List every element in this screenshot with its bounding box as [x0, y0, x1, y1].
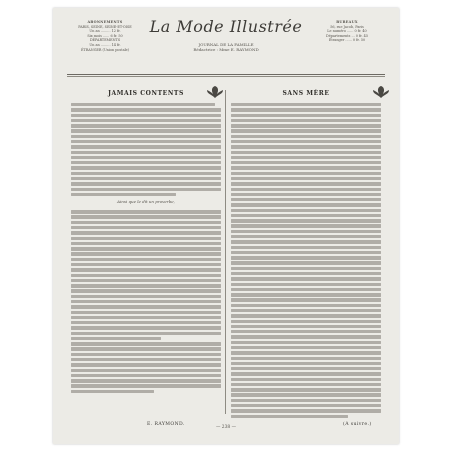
text-line	[231, 209, 381, 212]
text-line	[71, 263, 221, 266]
text-line	[231, 335, 381, 338]
text-line	[71, 337, 161, 340]
text-line	[231, 351, 381, 354]
text-line	[231, 325, 381, 328]
text-line	[231, 140, 381, 143]
text-line	[231, 277, 381, 280]
bureaux-line: Départements ... 0 fr. 45	[325, 33, 368, 38]
text-line	[231, 404, 381, 407]
text-line	[231, 399, 381, 402]
journal-subtitle	[149, 42, 303, 52]
text-line	[231, 156, 381, 159]
text-line	[231, 119, 381, 122]
text-line	[231, 203, 381, 206]
text-line	[71, 151, 221, 154]
text-line	[231, 393, 381, 396]
journal-page	[53, 8, 399, 444]
text-line	[231, 182, 381, 185]
text-line	[71, 268, 221, 271]
article-body	[231, 103, 381, 418]
bureaux-box	[309, 20, 385, 43]
text-line	[231, 409, 381, 412]
text-line	[231, 372, 381, 375]
text-line	[231, 346, 381, 349]
text-line	[231, 388, 381, 391]
text-line	[231, 193, 381, 196]
text-line	[71, 108, 221, 111]
text-line	[231, 357, 381, 360]
text-line	[71, 279, 221, 282]
text-line	[71, 247, 221, 250]
subscription-line: Un an ......... 14 fr.	[89, 42, 121, 47]
signature: E. RAYMOND.	[147, 422, 185, 427]
text-line	[231, 224, 381, 227]
subtitle-line: JOURNAL DE LA FAMILLE	[198, 42, 254, 47]
journal-title: La Mode Illustrée	[149, 17, 303, 36]
text-line	[71, 221, 221, 224]
bureaux-line: Étranger ...... 0 fr. 50	[328, 38, 366, 43]
text-line	[231, 320, 381, 323]
text-line	[71, 226, 221, 229]
text-line	[231, 151, 381, 154]
text-line	[231, 246, 381, 249]
page-number: — 238 —	[216, 425, 236, 430]
text-line	[71, 188, 221, 191]
bureaux-line: Le numéro ...... 0 fr. 40	[327, 29, 367, 34]
to-be-continued: (A suivre.)	[343, 422, 372, 427]
text-line	[231, 172, 381, 175]
text-line	[231, 161, 381, 164]
text-line	[71, 156, 221, 159]
subscription-line: Six mois ...... 6 fr. 50	[87, 33, 123, 38]
text-line	[231, 235, 381, 238]
text-line	[231, 283, 381, 286]
masthead-rule-thin	[67, 76, 385, 77]
text-line	[71, 384, 221, 387]
article-quote: Ainsi que le dit un proverbe,	[117, 199, 175, 205]
text-line	[71, 258, 221, 261]
text-line	[71, 166, 221, 169]
text-line	[71, 252, 221, 255]
text-line	[71, 177, 221, 180]
text-line	[231, 166, 381, 169]
text-line	[71, 321, 221, 324]
text-line	[231, 129, 381, 132]
text-line	[231, 267, 381, 270]
text-line	[71, 363, 221, 366]
masthead	[53, 8, 399, 78]
text-line	[71, 145, 221, 148]
text-line	[71, 369, 221, 372]
text-line	[71, 103, 215, 106]
subscription-line: Un an ......... 12 fr.	[89, 29, 121, 34]
text-line	[71, 231, 221, 234]
text-line	[231, 230, 381, 233]
masthead-rule	[67, 74, 385, 75]
text-line	[71, 374, 221, 377]
text-line	[71, 284, 221, 287]
text-line	[71, 210, 221, 213]
text-line	[231, 272, 381, 275]
text-line	[231, 103, 381, 106]
text-line	[231, 135, 381, 138]
text-line	[71, 353, 221, 356]
text-line	[231, 261, 381, 264]
text-line	[71, 311, 221, 314]
text-line	[231, 415, 348, 418]
article-title: SANS MÈRE	[282, 90, 330, 97]
text-line	[71, 193, 176, 196]
text-line	[71, 114, 221, 117]
text-line	[71, 140, 221, 143]
text-line	[71, 119, 221, 122]
article-title: JAMAIS CONTENTS	[108, 90, 184, 97]
text-line	[231, 114, 381, 117]
column-divider	[225, 90, 226, 414]
text-line	[231, 145, 381, 148]
text-line	[71, 326, 221, 329]
text-line	[71, 390, 154, 393]
text-line	[231, 314, 381, 317]
text-line	[71, 172, 221, 175]
text-line	[231, 288, 381, 291]
text-line	[71, 316, 221, 319]
text-line	[71, 124, 221, 127]
text-line	[231, 188, 381, 191]
text-line	[71, 342, 221, 345]
text-line	[71, 300, 221, 303]
text-line	[231, 214, 381, 217]
text-line	[231, 240, 381, 243]
bureaux-line: 56, rue Jacob, Paris	[330, 24, 364, 29]
subscription-line: DÉPARTEMENTS	[89, 38, 121, 43]
text-line	[231, 383, 381, 386]
text-line	[71, 332, 221, 335]
text-line	[231, 362, 381, 365]
article-sans-mere	[231, 90, 381, 420]
text-line	[231, 219, 381, 222]
text-line	[231, 108, 381, 111]
text-line	[231, 293, 381, 296]
text-line	[71, 358, 221, 361]
text-line	[71, 161, 221, 164]
text-line	[231, 378, 381, 381]
text-line	[231, 251, 381, 254]
text-line	[71, 379, 221, 382]
text-line	[231, 298, 381, 301]
subtitle-line: Rédactrice : Mme E. RAYMOND	[193, 47, 259, 52]
text-line	[231, 124, 381, 127]
text-line	[71, 182, 221, 185]
text-line	[231, 304, 381, 307]
bureaux-header: BUREAUX	[336, 20, 358, 24]
text-line	[71, 129, 221, 132]
text-line	[231, 198, 381, 201]
subscription-header: ABONNEMENTS	[87, 20, 123, 24]
text-line	[71, 242, 221, 245]
text-line	[71, 295, 221, 298]
text-line	[71, 289, 221, 292]
text-line	[71, 347, 221, 350]
subscription-box	[67, 20, 143, 52]
text-line	[71, 135, 221, 138]
text-line	[71, 237, 221, 240]
article-body	[71, 103, 221, 393]
article-jamais-contents	[71, 90, 221, 395]
text-line	[71, 305, 221, 308]
text-line	[71, 215, 221, 218]
text-line	[231, 256, 381, 259]
text-line	[231, 341, 381, 344]
text-line	[231, 367, 381, 370]
text-line	[231, 177, 381, 180]
subscription-line: ÉTRANGER (Union postale)	[80, 47, 130, 52]
text-line	[71, 274, 221, 277]
text-line	[231, 309, 381, 312]
subscription-line: PARIS, SEINE, SEINE-ET-OISE	[78, 24, 132, 29]
text-line	[231, 330, 381, 333]
